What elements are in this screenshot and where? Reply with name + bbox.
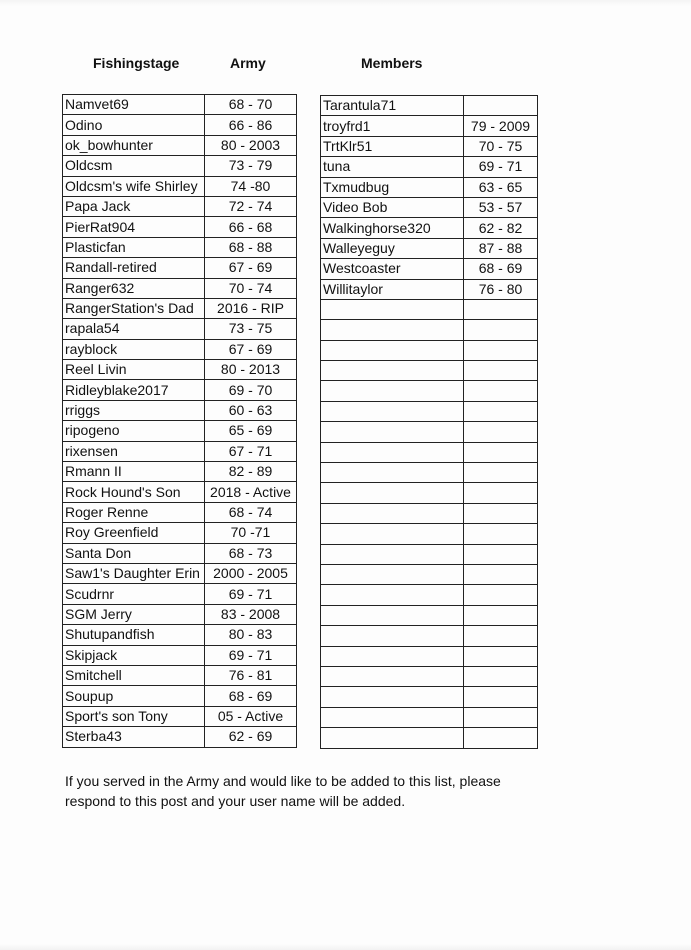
service-years-cell: [464, 96, 538, 116]
table-row: [63, 258, 297, 278]
member-name-cell: Ranger632: [63, 278, 205, 298]
member-name-cell: [321, 340, 464, 360]
service-years-cell: 76 - 81: [205, 665, 297, 685]
service-years-cell: [464, 320, 538, 340]
member-name-cell: Reel Livin: [63, 360, 205, 380]
table-row: [321, 157, 538, 177]
table-row: [321, 401, 538, 421]
member-name-cell: rriggs: [63, 400, 205, 420]
table-row: [321, 707, 538, 727]
member-name-cell: Txmudbug: [321, 177, 464, 197]
table-row: [321, 361, 538, 381]
table-row: [321, 687, 538, 707]
member-name-cell: Randall-retired: [63, 258, 205, 278]
table-row: [63, 319, 297, 339]
table-row: [321, 626, 538, 646]
table-row: [63, 625, 297, 645]
table-row: [63, 421, 297, 441]
member-name-cell: [321, 585, 464, 605]
service-years-cell: [464, 503, 538, 523]
table-row: [63, 196, 297, 216]
table-row: [321, 564, 538, 584]
service-years-cell: 62 - 82: [464, 218, 538, 238]
table-row: [321, 279, 538, 299]
member-name-cell: rixensen: [63, 441, 205, 461]
table-row: [321, 544, 538, 564]
member-name-cell: Papa Jack: [63, 196, 205, 216]
service-years-cell: [464, 544, 538, 564]
member-name-cell: [321, 422, 464, 442]
table-row: [321, 381, 538, 401]
service-years-cell: 69 - 71: [205, 584, 297, 604]
member-name-cell: [321, 626, 464, 646]
service-years-cell: 80 - 83: [205, 625, 297, 645]
member-name-cell: Scudrnr: [63, 584, 205, 604]
table-row: [321, 442, 538, 462]
header-army: Army: [230, 55, 266, 71]
service-years-cell: 69 - 71: [205, 645, 297, 665]
member-name-cell: ripogeno: [63, 421, 205, 441]
service-years-cell: 62 - 69: [205, 727, 297, 747]
table-row: [321, 116, 538, 136]
member-name-cell: [321, 381, 464, 401]
member-name-cell: PierRat904: [63, 217, 205, 237]
member-name-cell: [321, 320, 464, 340]
service-years-cell: [464, 442, 538, 462]
table-row: [63, 441, 297, 461]
table-row: [321, 136, 538, 156]
service-years-cell: 70 - 74: [205, 278, 297, 298]
table-row: [63, 237, 297, 257]
member-name-cell: [321, 605, 464, 625]
service-years-cell: 65 - 69: [205, 421, 297, 441]
service-years-cell: 66 - 68: [205, 217, 297, 237]
table-row: [321, 320, 538, 340]
table-row: [321, 605, 538, 625]
footer-note: [65, 771, 545, 811]
table-row: [63, 584, 297, 604]
service-years-cell: 69 - 70: [205, 380, 297, 400]
member-name-cell: [321, 442, 464, 462]
table-row: [321, 585, 538, 605]
member-name-cell: SGM Jerry: [63, 604, 205, 624]
service-years-cell: 2018 - Active: [205, 482, 297, 502]
service-years-cell: 82 - 89: [205, 462, 297, 482]
table-row: [63, 217, 297, 237]
member-name-cell: Oldcsm: [63, 156, 205, 176]
service-years-cell: [464, 422, 538, 442]
table-row: [63, 604, 297, 624]
left-member-table: [62, 94, 297, 748]
right-member-table: [320, 95, 538, 749]
header-members: Members: [361, 55, 423, 71]
member-name-cell: Tarantula71: [321, 96, 464, 116]
member-name-cell: [321, 707, 464, 727]
member-name-cell: Walkinghorse320: [321, 218, 464, 238]
member-name-cell: Walleyeguy: [321, 238, 464, 258]
service-years-cell: 74 -80: [205, 176, 297, 196]
table-row: [63, 563, 297, 583]
member-name-cell: [321, 463, 464, 483]
service-years-cell: [464, 585, 538, 605]
service-years-cell: [464, 728, 538, 748]
service-years-cell: 73 - 75: [205, 319, 297, 339]
member-name-cell: rapala54: [63, 319, 205, 339]
member-name-cell: troyfrd1: [321, 116, 464, 136]
service-years-cell: [464, 340, 538, 360]
table-row: [63, 278, 297, 298]
service-years-cell: 05 - Active: [205, 706, 297, 726]
member-name-cell: ok_bowhunter: [63, 135, 205, 155]
table-row: [63, 135, 297, 155]
member-name-cell: Sterba43: [63, 727, 205, 747]
table-row: [63, 706, 297, 726]
table-row: [321, 340, 538, 360]
table-row: [63, 176, 297, 196]
service-years-cell: 63 - 65: [464, 177, 538, 197]
member-name-cell: Odino: [63, 115, 205, 135]
table-row: [63, 502, 297, 522]
member-name-cell: [321, 687, 464, 707]
service-years-cell: [464, 401, 538, 421]
member-name-cell: [321, 483, 464, 503]
footer-line-2: respond to this post and your user name will be added.: [65, 793, 406, 809]
table-row: [321, 483, 538, 503]
table-row: [321, 299, 538, 319]
member-name-cell: Rock Hound's Son: [63, 482, 205, 502]
member-name-cell: Ridleyblake2017: [63, 380, 205, 400]
table-row: [321, 96, 538, 116]
member-name-cell: [321, 646, 464, 666]
service-years-cell: 2016 - RIP: [205, 298, 297, 318]
footer-line-1: If you served in the Army and would like to be added to this list, please: [65, 773, 501, 789]
service-years-cell: [464, 564, 538, 584]
table-row: [63, 727, 297, 747]
member-name-cell: Saw1's Daughter Erin: [63, 563, 205, 583]
service-years-cell: 53 - 57: [464, 197, 538, 217]
service-years-cell: 67 - 69: [205, 258, 297, 278]
table-row: [63, 298, 297, 318]
table-row: [63, 523, 297, 543]
table-row: [321, 646, 538, 666]
service-years-cell: 83 - 2008: [205, 604, 297, 624]
member-name-cell: Skipjack: [63, 645, 205, 665]
service-years-cell: 2000 - 2005: [205, 563, 297, 583]
member-name-cell: Santa Don: [63, 543, 205, 563]
member-name-cell: rayblock: [63, 339, 205, 359]
service-years-cell: 68 - 69: [464, 259, 538, 279]
table-row: [321, 666, 538, 686]
header-fishingstage: Fishingstage: [93, 55, 180, 71]
service-years-cell: 68 - 73: [205, 543, 297, 563]
service-years-cell: [464, 524, 538, 544]
service-years-cell: [464, 666, 538, 686]
member-name-cell: Willitaylor: [321, 279, 464, 299]
table-row: [321, 218, 538, 238]
member-name-cell: RangerStation's Dad: [63, 298, 205, 318]
table-row: [321, 463, 538, 483]
service-years-cell: 66 - 86: [205, 115, 297, 135]
member-name-cell: Westcoaster: [321, 259, 464, 279]
service-years-cell: [464, 483, 538, 503]
member-name-cell: Video Bob: [321, 197, 464, 217]
member-name-cell: TrtKlr51: [321, 136, 464, 156]
table-row: [321, 177, 538, 197]
service-years-cell: [464, 361, 538, 381]
table-row: [321, 503, 538, 523]
service-years-cell: 80 - 2013: [205, 360, 297, 380]
service-years-cell: 80 - 2003: [205, 135, 297, 155]
table-row: [63, 115, 297, 135]
member-name-cell: Soupup: [63, 686, 205, 706]
table-row: [321, 238, 538, 258]
table-row: [63, 462, 297, 482]
service-years-cell: 87 - 88: [464, 238, 538, 258]
service-years-cell: 68 - 70: [205, 95, 297, 115]
table-row: [63, 360, 297, 380]
member-name-cell: tuna: [321, 157, 464, 177]
member-name-cell: [321, 524, 464, 544]
member-name-cell: [321, 401, 464, 421]
member-name-cell: Plasticfan: [63, 237, 205, 257]
member-name-cell: [321, 503, 464, 523]
table-row: [63, 482, 297, 502]
service-years-cell: 68 - 74: [205, 502, 297, 522]
table-row: [321, 259, 538, 279]
service-years-cell: [464, 687, 538, 707]
member-name-cell: Roy Greenfield: [63, 523, 205, 543]
table-row: [321, 197, 538, 217]
table-row: [63, 156, 297, 176]
service-years-cell: 73 - 79: [205, 156, 297, 176]
table-row: [63, 543, 297, 563]
member-name-cell: Smitchell: [63, 665, 205, 685]
service-years-cell: 68 - 88: [205, 237, 297, 257]
table-row: [321, 728, 538, 748]
member-name-cell: Rmann II: [63, 462, 205, 482]
member-name-cell: Oldcsm's wife Shirley: [63, 176, 205, 196]
table-row: [63, 686, 297, 706]
member-name-cell: Namvet69: [63, 95, 205, 115]
service-years-cell: [464, 626, 538, 646]
service-years-cell: 76 - 80: [464, 279, 538, 299]
service-years-cell: [464, 463, 538, 483]
service-years-cell: 68 - 69: [205, 686, 297, 706]
member-name-cell: [321, 544, 464, 564]
member-name-cell: Sport's son Tony: [63, 706, 205, 726]
service-years-cell: 67 - 69: [205, 339, 297, 359]
member-name-cell: Shutupandfish: [63, 625, 205, 645]
table-row: [63, 380, 297, 400]
service-years-cell: 72 - 74: [205, 196, 297, 216]
table-row: [63, 645, 297, 665]
service-years-cell: 69 - 71: [464, 157, 538, 177]
service-years-cell: 67 - 71: [205, 441, 297, 461]
service-years-cell: 79 - 2009: [464, 116, 538, 136]
service-years-cell: [464, 299, 538, 319]
table-row: [321, 524, 538, 544]
member-name-cell: [321, 564, 464, 584]
service-years-cell: [464, 646, 538, 666]
member-name-cell: Roger Renne: [63, 502, 205, 522]
member-name-cell: [321, 299, 464, 319]
member-name-cell: [321, 361, 464, 381]
table-row: [63, 339, 297, 359]
service-years-cell: 70 - 75: [464, 136, 538, 156]
member-name-cell: [321, 728, 464, 748]
table-row: [321, 422, 538, 442]
service-years-cell: [464, 707, 538, 727]
table-row: [63, 665, 297, 685]
service-years-cell: [464, 605, 538, 625]
table-row: [63, 95, 297, 115]
service-years-cell: 60 - 63: [205, 400, 297, 420]
table-row: [63, 400, 297, 420]
service-years-cell: 70 -71: [205, 523, 297, 543]
member-name-cell: [321, 666, 464, 686]
service-years-cell: [464, 381, 538, 401]
